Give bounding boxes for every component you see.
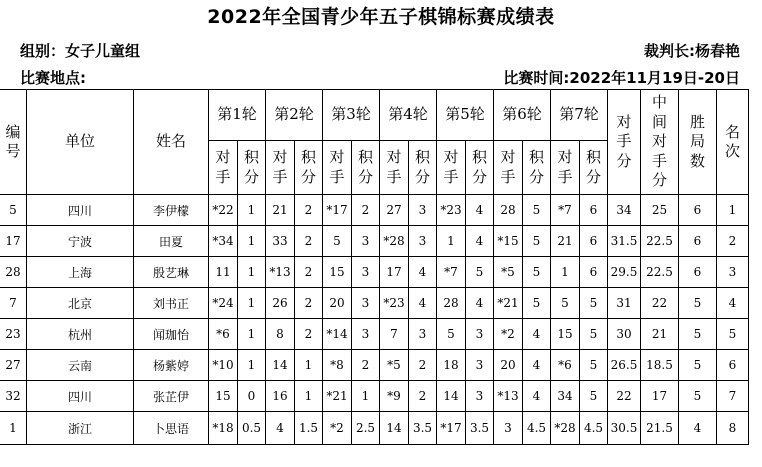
wins: 6	[679, 195, 717, 226]
round-2-points: 1	[295, 381, 323, 412]
wins: 6	[679, 257, 717, 288]
player-name: 杨紫婷	[134, 350, 209, 381]
round-5-opponent: *17	[437, 412, 466, 445]
round-4-points: 4	[409, 257, 437, 288]
rank: 2	[717, 226, 749, 257]
round-1-opponent-header: 对 手	[209, 141, 238, 195]
round-1-opponent: *18	[209, 412, 238, 445]
round-1-points: 0	[238, 381, 266, 412]
round-3-opponent: *2	[323, 412, 352, 445]
header-mid-opponent-points: 中 间 对 手 分	[641, 90, 679, 195]
header-name: 姓名	[134, 90, 209, 195]
round-7-points: 6	[580, 195, 608, 226]
round-5-opponent: *23	[437, 195, 466, 226]
round-2-opponent: 21	[266, 195, 295, 226]
round-3-opponent: 20	[323, 288, 352, 319]
round-3-points: 3	[352, 288, 380, 319]
round-3-opponent: *8	[323, 350, 352, 381]
round-5-points-header: 积 分	[466, 141, 494, 195]
round-3-opponent: *14	[323, 319, 352, 350]
round-2-opponent: *13	[266, 257, 295, 288]
round-1-opponent: 15	[209, 381, 238, 412]
round-7-opponent: *28	[551, 412, 580, 445]
round-7-opponent: 5	[551, 288, 580, 319]
round-6-points: 5	[523, 288, 551, 319]
header-round-1: 第1轮	[209, 90, 266, 141]
header-round-3: 第3轮	[323, 90, 380, 141]
round-7-points-header: 积 分	[580, 141, 608, 195]
round-2-opponent: 26	[266, 288, 295, 319]
round-4-points: 3	[409, 319, 437, 350]
rank: 5	[717, 319, 749, 350]
mid-opponent-points: 22	[641, 288, 679, 319]
player-name: 田夏	[134, 226, 209, 257]
round-5-points: 4	[466, 288, 494, 319]
mid-opponent-points: 22.5	[641, 226, 679, 257]
round-4-opponent: 14	[380, 412, 409, 445]
round-5-points: 3	[466, 381, 494, 412]
round-1-points: 1	[238, 350, 266, 381]
round-5-points: 5	[466, 257, 494, 288]
mid-opponent-points: 21	[641, 319, 679, 350]
round-7-points: 6	[580, 257, 608, 288]
date-label: 比赛时间:2022年11月19日-20日	[503, 69, 740, 87]
round-3-opponent-header: 对 手	[323, 141, 352, 195]
round-1-points: 1	[238, 226, 266, 257]
round-2-opponent-header: 对 手	[266, 141, 295, 195]
rank: 8	[717, 412, 749, 445]
player-unit: 云南	[27, 350, 134, 381]
table-row	[0, 195, 749, 226]
player-unit: 四川	[27, 381, 134, 412]
header-unit: 单位	[27, 90, 134, 195]
round-6-points: 5	[523, 195, 551, 226]
round-7-opponent: 34	[551, 381, 580, 412]
round-2-points: 1	[295, 350, 323, 381]
round-7-points: 5	[580, 319, 608, 350]
round-6-opponent: 3	[494, 412, 523, 445]
table-row	[0, 226, 749, 257]
round-6-opponent: *21	[494, 288, 523, 319]
header-round-5: 第5轮	[437, 90, 494, 141]
opponent-points: 30.5	[608, 412, 641, 445]
round-4-points: 4	[409, 288, 437, 319]
round-2-opponent: 16	[266, 381, 295, 412]
header-round-2: 第2轮	[266, 90, 323, 141]
round-6-opponent-header: 对 手	[494, 141, 523, 195]
table-row	[0, 412, 749, 445]
round-5-opponent: 1	[437, 226, 466, 257]
round-7-opponent: *6	[551, 350, 580, 381]
header-round-6: 第6轮	[494, 90, 551, 141]
round-4-opponent: 17	[380, 257, 409, 288]
player-name: 张芷伊	[134, 381, 209, 412]
player-number: 27	[0, 350, 27, 381]
opponent-points: 34	[608, 195, 641, 226]
round-7-opponent: 1	[551, 257, 580, 288]
group-label: 组别：女子儿童组	[20, 42, 141, 60]
player-name: 李伊檬	[134, 195, 209, 226]
player-number: 1	[0, 412, 27, 445]
round-6-opponent: *13	[494, 381, 523, 412]
mid-opponent-points: 18.5	[641, 350, 679, 381]
results-body	[0, 195, 749, 445]
header-number: 编 号	[0, 90, 27, 195]
round-4-points: 3.5	[409, 412, 437, 445]
round-7-points: 4.5	[580, 412, 608, 445]
player-name: 闻珈怡	[134, 319, 209, 350]
round-3-points: 2.5	[352, 412, 380, 445]
round-2-opponent: 33	[266, 226, 295, 257]
player-unit: 浙江	[27, 412, 134, 445]
table-row	[0, 257, 749, 288]
round-6-points: 5	[523, 226, 551, 257]
round-2-points: 2	[295, 319, 323, 350]
round-2-points-header: 积 分	[295, 141, 323, 195]
round-7-points: 5	[580, 381, 608, 412]
round-4-opponent: *23	[380, 288, 409, 319]
round-1-opponent: *34	[209, 226, 238, 257]
header-opponent-points: 对 手 分	[608, 90, 641, 195]
round-2-points: 2	[295, 195, 323, 226]
round-3-points: 2	[352, 350, 380, 381]
opponent-points: 22	[608, 381, 641, 412]
player-number: 17	[0, 226, 27, 257]
round-4-points-header: 积 分	[409, 141, 437, 195]
round-6-points: 4	[523, 381, 551, 412]
header-rank: 名 次	[717, 90, 749, 195]
table-row	[0, 350, 749, 381]
round-7-points: 6	[580, 226, 608, 257]
player-number: 28	[0, 257, 27, 288]
player-unit: 北京	[27, 288, 134, 319]
round-5-opponent: 18	[437, 350, 466, 381]
round-5-opponent: *7	[437, 257, 466, 288]
opponent-points: 29.5	[608, 257, 641, 288]
player-unit: 宁波	[27, 226, 134, 257]
round-1-points-header: 积 分	[238, 141, 266, 195]
round-3-points: 3	[352, 257, 380, 288]
round-5-opponent: 14	[437, 381, 466, 412]
player-unit: 杭州	[27, 319, 134, 350]
round-6-points: 4	[523, 319, 551, 350]
round-3-opponent: *17	[323, 195, 352, 226]
mid-opponent-points: 21.5	[641, 412, 679, 445]
round-3-opponent: 5	[323, 226, 352, 257]
round-6-opponent: 28	[494, 195, 523, 226]
round-1-points: 0.5	[238, 412, 266, 445]
header-round-4: 第4轮	[380, 90, 437, 141]
table-row	[0, 381, 749, 412]
round-1-points: 1	[238, 195, 266, 226]
round-7-opponent: *7	[551, 195, 580, 226]
round-2-points: 2	[295, 288, 323, 319]
round-3-points: 3	[352, 319, 380, 350]
rank: 1	[717, 195, 749, 226]
round-4-points: 3	[409, 195, 437, 226]
header-round-7: 第7轮	[551, 90, 608, 141]
player-number: 23	[0, 319, 27, 350]
opponent-points: 26.5	[608, 350, 641, 381]
round-3-opponent: *21	[323, 381, 352, 412]
mid-opponent-points: 17	[641, 381, 679, 412]
opponent-points: 31.5	[608, 226, 641, 257]
wins: 4	[679, 412, 717, 445]
round-5-points: 3	[466, 319, 494, 350]
round-5-opponent: 28	[437, 288, 466, 319]
round-5-points: 3	[466, 350, 494, 381]
round-4-points: 3	[409, 226, 437, 257]
round-3-points: 1	[352, 381, 380, 412]
round-7-points: 5	[580, 288, 608, 319]
mid-opponent-points: 22.5	[641, 257, 679, 288]
round-6-points-header: 积 分	[523, 141, 551, 195]
round-6-points: 4.5	[523, 412, 551, 445]
opponent-points: 31	[608, 288, 641, 319]
round-1-points: 1	[238, 288, 266, 319]
player-name: 殷艺琳	[134, 257, 209, 288]
round-5-points: 4	[466, 195, 494, 226]
round-1-points: 1	[238, 257, 266, 288]
round-6-points: 5	[523, 257, 551, 288]
player-name: 刘书正	[134, 288, 209, 319]
round-6-opponent: *15	[494, 226, 523, 257]
rank: 4	[717, 288, 749, 319]
round-2-opponent: 4	[266, 412, 295, 445]
round-4-opponent-header: 对 手	[380, 141, 409, 195]
round-2-points: 2	[295, 226, 323, 257]
round-6-opponent: *5	[494, 257, 523, 288]
round-3-points-header: 积 分	[352, 141, 380, 195]
results-table	[0, 89, 749, 445]
round-1-opponent: *10	[209, 350, 238, 381]
round-7-opponent: 21	[551, 226, 580, 257]
wins: 5	[679, 381, 717, 412]
round-4-opponent: *28	[380, 226, 409, 257]
round-2-points: 2	[295, 257, 323, 288]
player-unit: 四川	[27, 195, 134, 226]
player-name: 卜思语	[134, 412, 209, 445]
round-1-opponent: 11	[209, 257, 238, 288]
page-title: 2022年全国青少年五子棋锦标赛成绩表	[207, 6, 555, 28]
wins: 5	[679, 319, 717, 350]
opponent-points: 30	[608, 319, 641, 350]
round-4-opponent: *9	[380, 381, 409, 412]
venue-label: 比赛地点:	[20, 69, 86, 87]
round-3-points: 2	[352, 195, 380, 226]
round-2-points: 1.5	[295, 412, 323, 445]
round-7-opponent-header: 对 手	[551, 141, 580, 195]
round-4-opponent: *5	[380, 350, 409, 381]
player-unit: 上海	[27, 257, 134, 288]
wins: 5	[679, 288, 717, 319]
round-5-points: 4	[466, 226, 494, 257]
table-row	[0, 288, 749, 319]
round-5-points: 3.5	[466, 412, 494, 445]
rank: 3	[717, 257, 749, 288]
round-2-opponent: 8	[266, 319, 295, 350]
round-1-opponent: *6	[209, 319, 238, 350]
round-7-points: 5	[580, 350, 608, 381]
round-5-opponent: 5	[437, 319, 466, 350]
mid-opponent-points: 25	[641, 195, 679, 226]
round-4-opponent: 7	[380, 319, 409, 350]
round-4-opponent: 27	[380, 195, 409, 226]
round-4-points: 2	[409, 350, 437, 381]
header-wins: 胜 局 数	[679, 90, 717, 195]
round-4-points: 2	[409, 381, 437, 412]
table-row	[0, 319, 749, 350]
header-row	[0, 90, 749, 141]
player-number: 7	[0, 288, 27, 319]
wins: 5	[679, 350, 717, 381]
rank: 7	[717, 381, 749, 412]
round-3-points: 3	[352, 226, 380, 257]
chief-judge-label: 裁判长:杨春艳	[644, 42, 740, 60]
round-5-opponent-header: 对 手	[437, 141, 466, 195]
round-7-opponent: 15	[551, 319, 580, 350]
round-1-points: 1	[238, 319, 266, 350]
rank: 6	[717, 350, 749, 381]
player-number: 5	[0, 195, 27, 226]
round-6-opponent: *2	[494, 319, 523, 350]
wins: 6	[679, 226, 717, 257]
round-6-points: 4	[523, 350, 551, 381]
round-6-opponent: 20	[494, 350, 523, 381]
round-3-opponent: 15	[323, 257, 352, 288]
player-number: 32	[0, 381, 27, 412]
round-1-opponent: *24	[209, 288, 238, 319]
round-2-opponent: 14	[266, 350, 295, 381]
round-1-opponent: *22	[209, 195, 238, 226]
